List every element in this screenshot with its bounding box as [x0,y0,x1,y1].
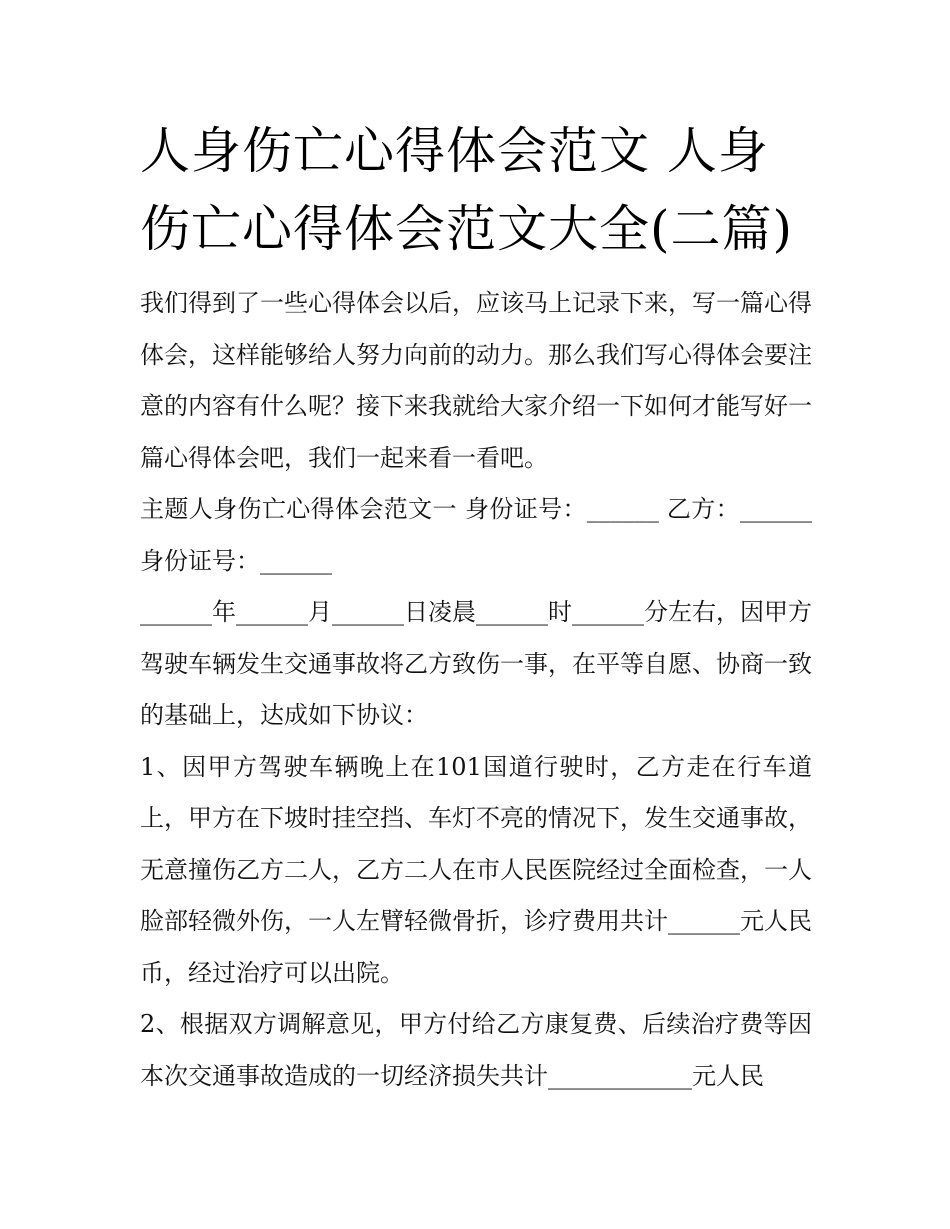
clause-2-paragraph: 2、根据双方调解意见，甲方付给乙方康复费、后续治疗费等因本次交通事故造成的一切经济损失共计____________元人民 [140,1010,812,1090]
intro-paragraph: 我们得到了一些心得体会以后，应该马上记录下来，写一篇心得体会，这样能够给人努力向前的动力。那么我们写心得体会要注意的内容有什么呢？接下来我就给大家介绍一下如何才能写好一篇心得体会吧，我们一起来看一看吧。 [140,289,812,472]
incident-paragraph: ______年______月______日凌晨______时______分左右，因甲方驾驶车辆发生交通事故将乙方致伤一事，在平等自愿、协商一致的基础上，达成如下协议： [140,598,812,729]
document-content [140,112,812,1102]
document-body [140,278,812,1102]
parties-paragraph: 主题人身伤亡心得体会范文一 身份证号：______ 乙方：______ 身份证号：______ [140,495,812,575]
document-title: 人身伤亡心得体会范文 人身伤亡心得体会范文大全(二篇) [140,122,794,258]
clause-1-paragraph: 1、因甲方驾驶车辆晚上在101国道行驶时，乙方走在行车道上，甲方在下坡时挂空挡、车灯不亮的情况下，发生交通事故，无意撞伤乙方二人，乙方二人在市人民医院经过全面检查，一人脸部轻微外伤，一人左臂轻微骨折，诊疗费用共计______元人民币，经过治疗可以出院。 [140,752,812,987]
